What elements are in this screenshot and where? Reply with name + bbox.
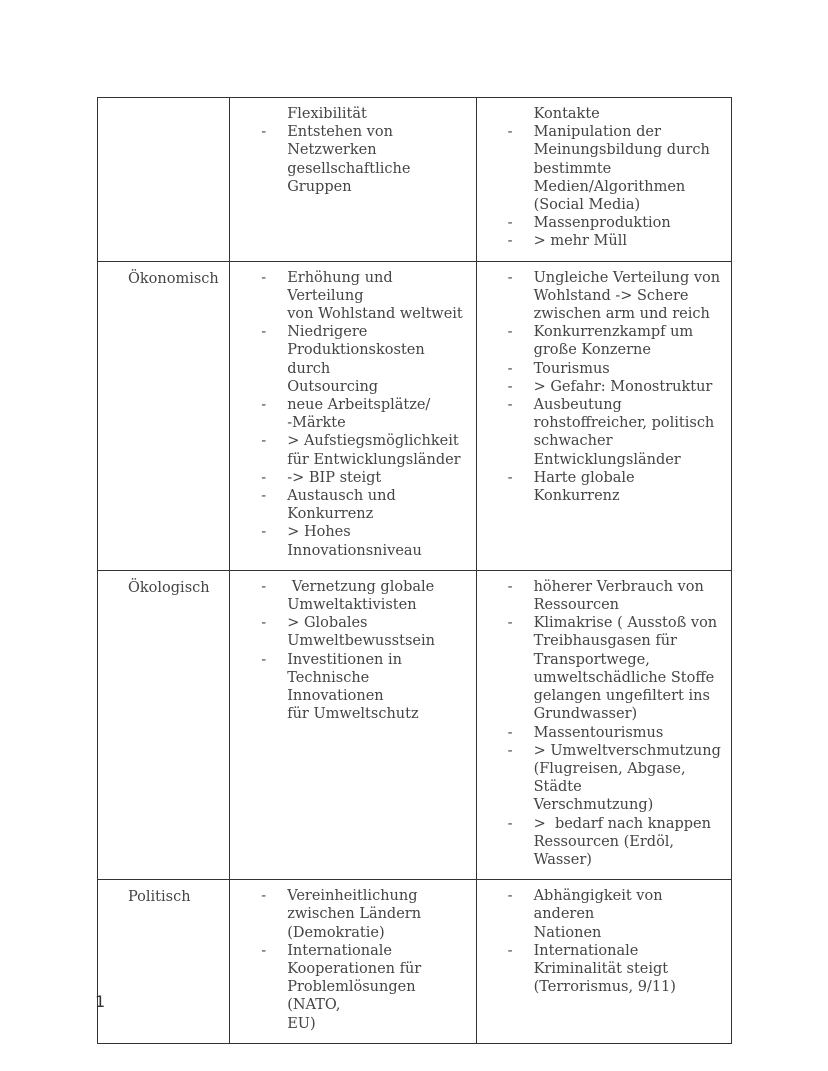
list-item: [230, 269, 467, 324]
list-item-text: > Gefahr: Monostruktur: [533, 378, 713, 395]
advantages-list: [230, 269, 467, 560]
dash-bullet: -: [507, 888, 513, 905]
list-item-text: Erhöhung und Verteilung von Wohlstand weltweit: [287, 269, 463, 323]
list-item: [477, 323, 723, 359]
table-body: [98, 98, 732, 1044]
list-item-text: > Umweltverschmutzung (Flugreisen, Abgase, Städte Verschmutzung): [533, 742, 721, 814]
list-item-text: Ungleiche Verteilung von Wohlstand -> Schere zwischen arm und reich: [533, 269, 721, 323]
dash-bullet: -: [507, 360, 513, 377]
dash-bullet: -: [261, 324, 267, 341]
disadvantages-cell: [476, 261, 731, 570]
list-item-text: Vereinheitlichung zwischen Ländern (Demokratie): [287, 888, 422, 941]
advantages-cell: [230, 880, 476, 1044]
list-item: [230, 432, 467, 468]
list-item: [477, 724, 723, 742]
dash-bullet: -: [507, 469, 513, 486]
table-row: [98, 570, 732, 879]
list-item-text: neue Arbeitsplätze/ -Märkte: [287, 397, 431, 432]
list-item: [477, 378, 723, 396]
list-item: [477, 742, 723, 815]
list-item: [230, 487, 467, 523]
comparison-table: [97, 97, 732, 1044]
list-item: [477, 123, 723, 214]
list-item: [477, 578, 723, 614]
disadvantages-cell: [476, 570, 731, 879]
disadvantages-list: [477, 578, 723, 869]
list-item: [230, 123, 467, 196]
disadvantages-cell: [476, 880, 731, 1044]
dash-bullet: -: [507, 615, 513, 632]
list-item-text: Klimakrise ( Ausstoß von Treibhausgasen für Transportwege, umweltschädliche Stoffe gelangen ungefiltert ins Grundwasser): [533, 615, 718, 723]
list-item: [477, 232, 723, 250]
continued-text: Flexibilität: [287, 106, 367, 122]
list-item: [230, 578, 467, 614]
list-item-text: Tourismus: [533, 360, 610, 377]
list-item-text: Internationale Kooperationen für Problemlösungen (NATO, EU): [287, 942, 422, 1032]
dash-bullet: -: [507, 724, 513, 741]
list-item: [477, 269, 723, 324]
row-category-label: [98, 98, 230, 262]
dash-bullet: -: [507, 269, 513, 286]
row-category-label: Politisch: [98, 880, 230, 1044]
list-item-text: Internationale Kriminalität steigt (Terrorismus, 9/11): [533, 942, 676, 996]
dash-bullet: -: [507, 942, 513, 959]
list-item-text: Harte globale Konkurrenz: [533, 469, 640, 505]
list-item: [477, 469, 723, 505]
list-item-text: Niedrigere Produktionskosten durch Outsourcing: [287, 324, 425, 395]
advantages-list: [230, 578, 467, 724]
dash-bullet: -: [261, 269, 267, 286]
dash-bullet: -: [507, 742, 513, 759]
list-item-text: Massentourismus: [533, 724, 664, 741]
list-item-text: > Hohes Innovationsniveau: [287, 524, 422, 559]
list-item-text: > mehr Müll: [533, 233, 628, 250]
list-item-text: Austausch und Konkurrenz: [287, 488, 396, 523]
advantages-list: [230, 123, 467, 196]
list-item-text: Entstehen von Netzwerken gesellschaftliche Gruppen: [287, 124, 411, 195]
row-category-label: Ökonomisch: [98, 261, 230, 570]
dash-bullet: -: [261, 524, 267, 541]
disadvantages-cell: [476, 98, 731, 262]
list-item: [477, 614, 723, 723]
list-item: [477, 396, 723, 469]
advantages-cell: [230, 570, 476, 879]
list-item-text: -> BIP steigt: [287, 469, 382, 486]
list-item-text: Investitionen in Technische Innovationen für Umweltschutz: [287, 651, 419, 723]
dash-bullet: -: [261, 488, 267, 505]
list-item: [477, 815, 723, 870]
advantages-cell: [230, 261, 476, 570]
continued-text: Kontakte: [533, 106, 600, 122]
table-row: [98, 261, 732, 570]
list-item: [230, 323, 467, 396]
list-item-text: Konkurrenzkampf um große Konzerne: [533, 324, 694, 359]
list-item: [230, 942, 467, 1033]
dash-bullet: -: [507, 578, 513, 595]
list-item: [230, 887, 467, 942]
dash-bullet: -: [507, 215, 513, 232]
list-item-text: Vernetzung globale Umweltaktivisten: [287, 578, 435, 614]
list-item-text: > Globales Umweltbewusstsein: [287, 615, 435, 650]
list-item-text: höherer Verbrauch von Ressourcen: [533, 578, 704, 614]
list-item-text: Massenproduktion: [533, 215, 671, 232]
list-item: [477, 214, 723, 232]
table-row: [98, 98, 732, 262]
list-item-text: Ausbeutung rohstoffreicher, politisch schwacher Entwicklungsländer: [533, 397, 715, 468]
list-item: [477, 942, 723, 997]
list-item-text: > Aufstiegsmöglichkeit für Entwicklungsländer: [287, 433, 461, 468]
list-item: [230, 469, 467, 487]
dash-bullet: -: [261, 942, 267, 959]
dash-bullet: -: [507, 397, 513, 414]
dash-bullet: -: [261, 651, 267, 668]
dash-bullet: -: [261, 469, 267, 486]
dash-bullet: -: [507, 324, 513, 341]
list-item: [230, 523, 467, 559]
list-item-text: Abhängigkeit von anderen Nationen: [533, 888, 663, 941]
dash-bullet: -: [261, 578, 267, 595]
dash-bullet: -: [261, 397, 267, 414]
dash-bullet: -: [261, 615, 267, 632]
disadvantages-list: [477, 887, 723, 996]
list-item: [230, 396, 467, 432]
dash-bullet: -: [507, 378, 513, 395]
dash-bullet: -: [261, 888, 267, 905]
dash-bullet: -: [261, 433, 267, 450]
advantages-list: [230, 887, 467, 1033]
list-item-text: > bedarf nach knappen Ressourcen (Erdöl, Wasser): [533, 815, 711, 868]
list-item: [230, 651, 467, 724]
dash-bullet: -: [507, 124, 513, 141]
list-item-text: Manipulation der Meinungsbildung durch bestimmte Medien/Algorithmen (Social Media): [533, 124, 710, 214]
list-item: [477, 360, 723, 378]
advantages-cell: [230, 98, 476, 262]
list-item: [477, 887, 723, 942]
table-row: [98, 880, 732, 1044]
disadvantages-list: [477, 123, 723, 250]
row-category-label: Ökologisch: [98, 570, 230, 879]
dash-bullet: -: [507, 233, 513, 250]
dash-bullet: -: [261, 124, 267, 141]
dash-bullet: -: [507, 815, 513, 832]
list-item: [230, 614, 467, 650]
disadvantages-list: [477, 269, 723, 506]
page-number: 1: [95, 992, 106, 1011]
